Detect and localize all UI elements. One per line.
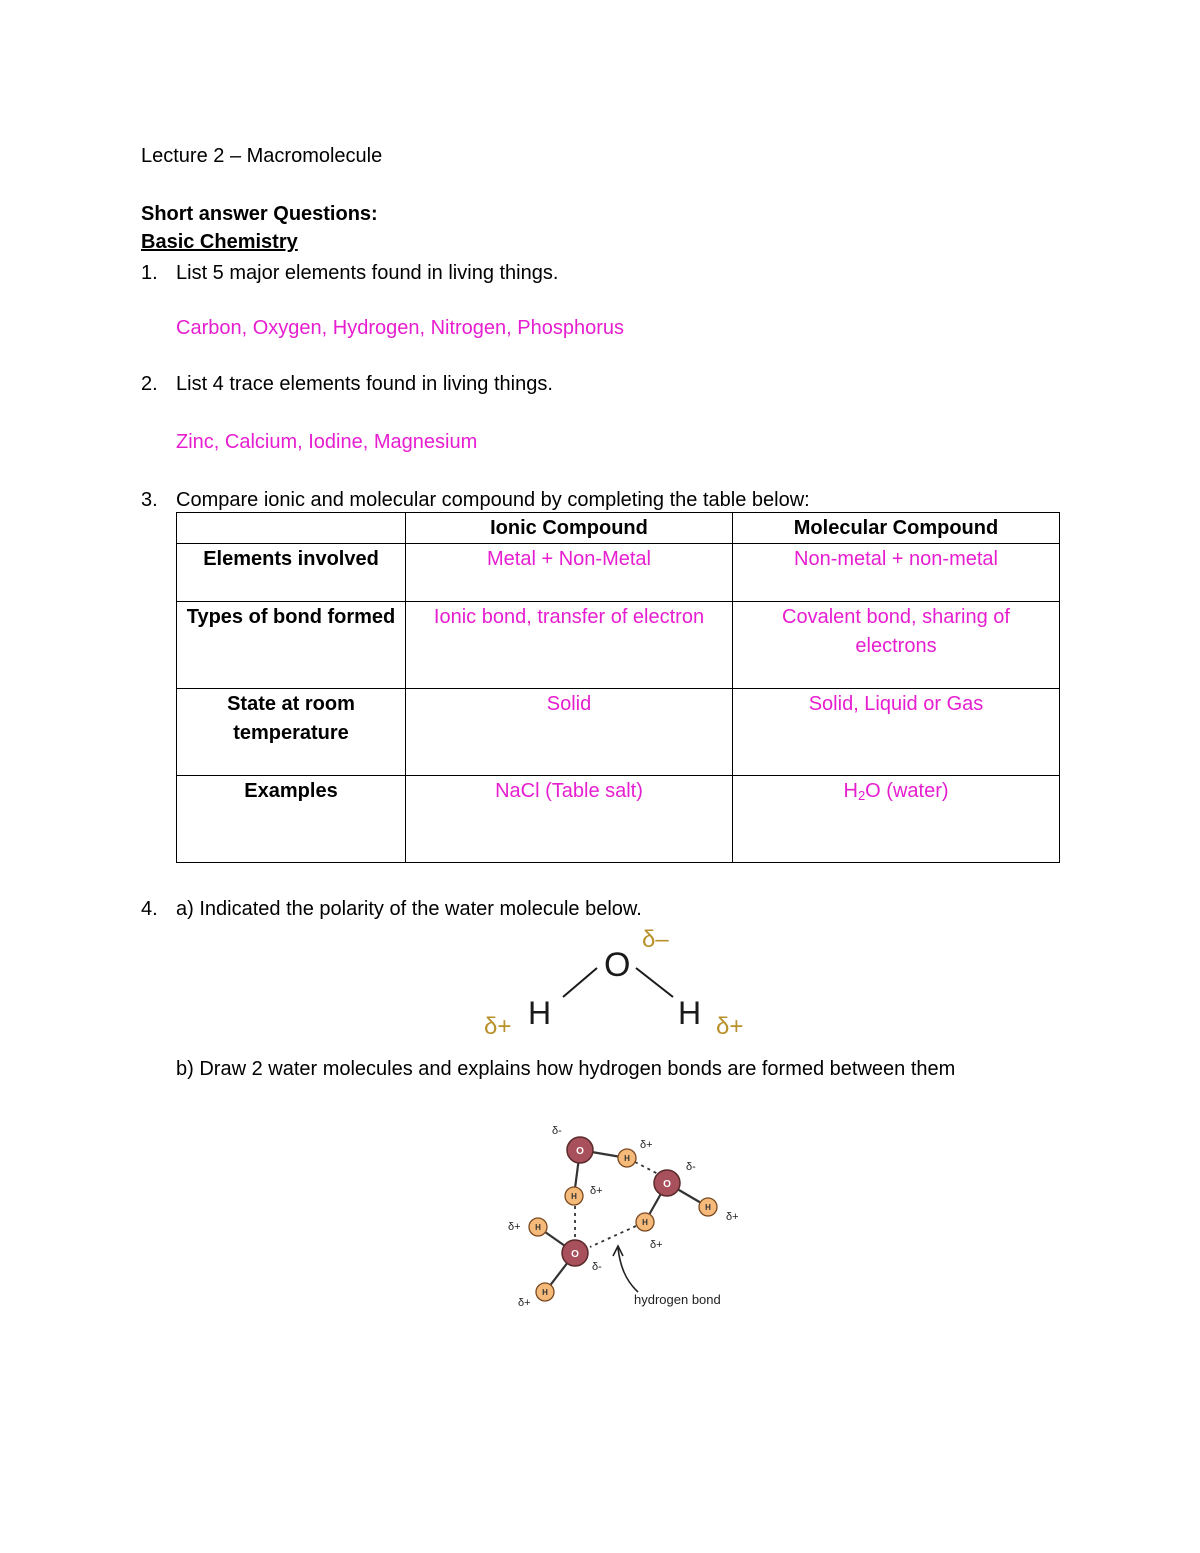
row-label: Types of bond formed	[177, 602, 406, 689]
row-label: State at room temperature	[177, 689, 406, 776]
question-number: 1.	[141, 262, 158, 284]
column-header-molecular: Molecular Compound	[733, 513, 1060, 544]
table-row	[177, 602, 1060, 689]
oxygen-label: O	[571, 1249, 579, 1260]
ionic-cell: Solid	[406, 689, 733, 776]
formula-part: O (water)	[865, 780, 949, 802]
hydrogen-bond-line	[590, 1226, 636, 1247]
comparison-table	[176, 512, 1060, 863]
hydrogen-atom: H	[528, 995, 552, 1031]
water-molecule-diagram	[470, 920, 760, 1045]
delta-plus-label: δ+	[518, 1297, 531, 1309]
delta-plus-label: δ+	[484, 1013, 512, 1040]
delta-plus-label: δ+	[726, 1211, 739, 1223]
molecular-cell	[733, 776, 1060, 863]
ionic-cell: NaCl (Table salt)	[406, 776, 733, 863]
row-label: Examples	[177, 776, 406, 863]
hydrogen-bond-diagram	[500, 1110, 760, 1320]
hydrogen-label: H	[542, 1288, 548, 1297]
question-2-text: List 4 trace elements found in living things.	[176, 373, 553, 395]
table-row	[177, 544, 1060, 602]
ionic-cell: Ionic bond, transfer of electron	[406, 602, 733, 689]
delta-plus-label: δ+	[650, 1239, 663, 1251]
hydrogen-bond-line	[635, 1162, 660, 1175]
row-label: Elements involved	[177, 544, 406, 602]
subsection-heading: Basic Chemistry	[141, 231, 298, 253]
molecular-cell: Covalent bond, sharing of electrons	[733, 602, 1060, 689]
molecular-cell: Non-metal + non-metal	[733, 544, 1060, 602]
oxygen-atom: O	[604, 946, 631, 984]
question-number: 2.	[141, 373, 158, 395]
bond-line	[563, 968, 597, 997]
section-heading: Short answer Questions:	[141, 203, 378, 225]
table-header-row	[177, 513, 1060, 544]
delta-minus-label: δ-	[686, 1161, 696, 1173]
question-1-answer: Carbon, Oxygen, Hydrogen, Nitrogen, Phosphorus	[176, 317, 625, 339]
ionic-cell: Metal + Non-Metal	[406, 544, 733, 602]
question-3-text: Compare ionic and molecular compound by completing the table below:	[176, 489, 810, 511]
hydrogen-atom: H	[678, 995, 702, 1031]
delta-minus-label: δ-	[552, 1125, 562, 1137]
delta-minus-label: δ–	[642, 926, 669, 953]
question-1-text: List 5 major elements found in living things.	[176, 262, 559, 284]
table-row	[177, 689, 1060, 776]
oxygen-label: O	[576, 1146, 584, 1157]
table-row	[177, 776, 1060, 863]
hydrogen-bond-caption: hydrogen bond	[634, 1292, 721, 1307]
hydrogen-label: H	[624, 1154, 630, 1163]
formula-subscript: 2	[857, 788, 866, 803]
hydrogen-label: H	[535, 1223, 541, 1232]
question-2-answer: Zinc, Calcium, Iodine, Magnesium	[176, 431, 478, 453]
delta-plus-label: δ+	[716, 1013, 744, 1040]
delta-minus-label: δ-	[592, 1261, 602, 1273]
question-number: 3.	[141, 489, 158, 511]
table-corner-cell	[177, 513, 406, 544]
hydrogen-label: H	[705, 1203, 711, 1212]
question-number: 4.	[141, 898, 158, 920]
pointer-arrow	[618, 1248, 638, 1292]
delta-plus-label: δ+	[640, 1139, 653, 1151]
question-4b-text: b) Draw 2 water molecules and explains how hydrogen bonds are formed between them	[176, 1058, 956, 1080]
hydrogen-label: H	[642, 1218, 648, 1227]
lecture-title: Lecture 2 – Macromolecule	[141, 145, 383, 167]
formula-part: H	[843, 780, 858, 802]
hydrogen-label: H	[571, 1192, 577, 1201]
question-4a-text: a) Indicated the polarity of the water molecule below.	[176, 898, 642, 920]
delta-plus-label: δ+	[590, 1185, 603, 1197]
bond-line	[636, 968, 673, 997]
oxygen-label: O	[663, 1179, 671, 1190]
molecular-cell: Solid, Liquid or Gas	[733, 689, 1060, 776]
column-header-ionic: Ionic Compound	[406, 513, 733, 544]
delta-plus-label: δ+	[508, 1221, 521, 1233]
